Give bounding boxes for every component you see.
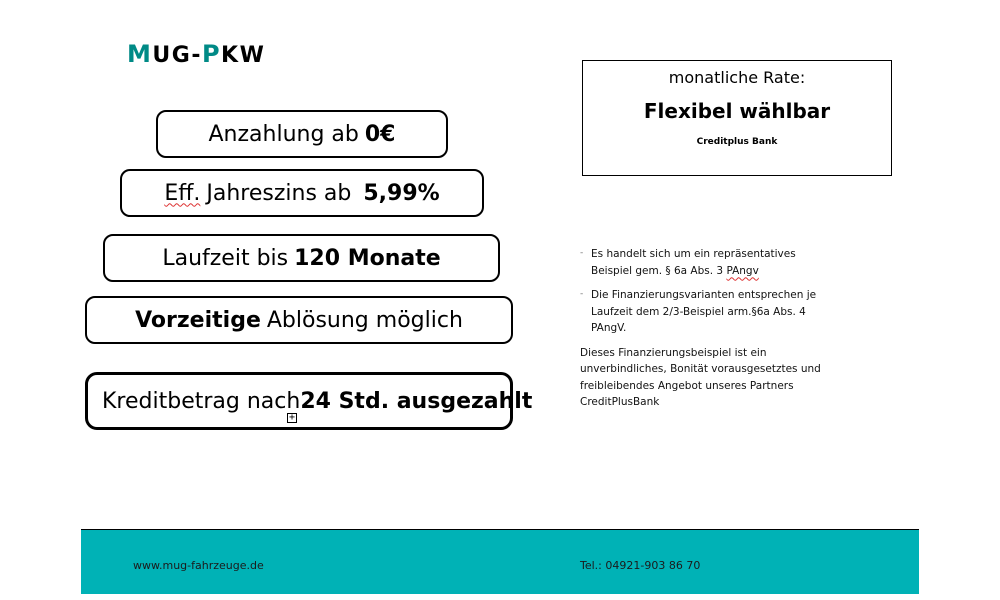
payout-label: Kreditbetrag nach	[102, 388, 301, 414]
monthly-rate-value: Flexibel wählbar	[643, 99, 831, 123]
interest-rate-label: Jahreszins ab	[206, 180, 352, 206]
logo-text-kw: KW	[221, 43, 266, 68]
interest-eff-abbr: Eff.	[164, 180, 201, 206]
legal-note-1-text: Es handelt sich um ein repräsentatives Beispiel gem. § 6a Abs. 3	[591, 248, 796, 277]
legal-note-item	[580, 246, 830, 279]
term-label: Laufzeit bis	[162, 245, 289, 271]
bank-name: Creditplus Bank	[696, 137, 778, 147]
payout-pill[interactable]	[85, 372, 533, 430]
legal-notes	[580, 246, 830, 411]
logo-text-ug: UG-	[152, 43, 202, 68]
brand-logo	[127, 40, 265, 68]
early-repayment-bold: Vorzeitige	[135, 307, 261, 333]
legal-note-item	[580, 287, 830, 337]
term-pill	[103, 234, 500, 282]
monthly-rate-label: monatliche Rate:	[668, 68, 806, 87]
logo-letter-p: P	[201, 40, 222, 68]
interest-rate-value: 5,99%	[363, 180, 440, 206]
logo-letter-m: M	[127, 40, 153, 68]
payout-value: 24 Std. ausgezahlt	[300, 388, 533, 414]
footer-phone[interactable]: Tel.: 04921-903 86 70	[580, 559, 701, 572]
term-value: 120 Monate	[294, 245, 441, 271]
down-payment-value: 0€	[364, 121, 396, 147]
move-handle-icon[interactable]: +	[288, 412, 296, 423]
early-repayment-rest: Ablösung möglich	[266, 307, 463, 333]
legal-note-2-text: Die Finanzierungsvarianten entsprechen je Laufzeit dem 2/3-Beispiel arm.§6a Abs. 4 PAngV.	[591, 289, 817, 334]
down-payment-pill	[156, 110, 448, 158]
legal-note-1-word: PAngv	[726, 264, 759, 277]
footer-bar	[81, 529, 919, 594]
monthly-rate-box	[582, 60, 892, 176]
early-repayment-pill	[85, 296, 513, 344]
offer-disclaimer: Dieses Finanzierungsbeispiel ist ein unverbindliches, Bonität vorausgesetztes und freibleibendes Angebot unseres Partners CreditPlusBank	[580, 346, 821, 408]
down-payment-label: Anzahlung ab	[208, 121, 359, 147]
footer-website[interactable]: www.mug-fahrzeuge.de	[133, 559, 264, 572]
interest-rate-pill	[120, 169, 484, 217]
